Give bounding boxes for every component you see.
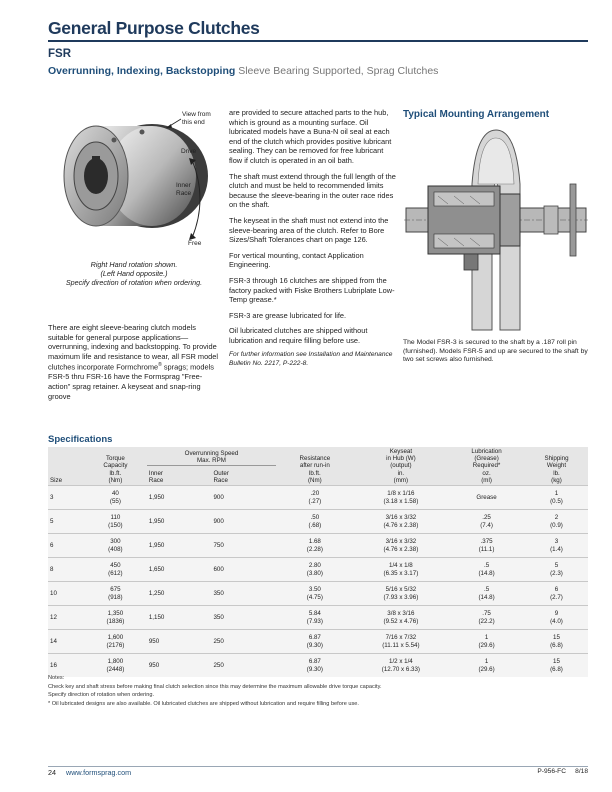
mounting-diagram	[404, 124, 588, 334]
table-cell: 3 (1.4)	[525, 534, 588, 558]
table-cell: 3.50 (4.75)	[276, 582, 354, 606]
table-cell: 750	[211, 534, 276, 558]
table-cell: 1 (0.5)	[525, 486, 588, 510]
table-cell: .5 (14.8)	[448, 558, 525, 582]
table-cell: 12	[48, 606, 84, 630]
view-arrow-icon	[164, 116, 182, 130]
view-label: View from this end	[182, 111, 211, 126]
table-cell: .5 (14.8)	[448, 582, 525, 606]
table-cell: 15 (6.8)	[525, 630, 588, 654]
table-cell: 6	[48, 534, 84, 558]
specifications-body	[48, 486, 588, 678]
rotation-arrow-icon	[186, 156, 212, 242]
col-header-outer-race: Outer Race	[211, 466, 276, 486]
table-cell: 14	[48, 630, 84, 654]
table-row	[48, 558, 588, 582]
body-paragraph-hub: are provided to secure attached parts to the hub, which is ground as a mounting surface. Oil lubricated models have a Buna-N oil seal at each end of the clutch which provides positive lubricant sealing. They can be removed for free lubricant flow if clutch is operated in an oil bath.	[229, 108, 392, 165]
table-cell: 1.68 (2.28)	[276, 534, 354, 558]
title-rule	[48, 40, 588, 42]
table-row	[48, 486, 588, 510]
table-cell: 5	[48, 510, 84, 534]
table-cell: 40 (55)	[84, 486, 147, 510]
table-cell: 10	[48, 582, 84, 606]
table-cell: 7/16 x 7/32 (11.11 x 5.54)	[354, 630, 449, 654]
table-cell: 5/16 x 5/32 (7.93 x 3.96)	[354, 582, 449, 606]
table-cell: 1/2 x 1/4 (12.70 x 6.33)	[354, 654, 449, 678]
table-cell: .75 (22.2)	[448, 606, 525, 630]
table-row	[48, 510, 588, 534]
table-header-row	[48, 447, 588, 466]
body-paragraph-vertical: For vertical mounting, contact Application Engineering.	[229, 250, 364, 270]
col-header-size: Size	[50, 476, 63, 484]
table-cell: 1,800 (2448)	[84, 654, 147, 678]
table-cell: 3	[48, 486, 84, 510]
drive-label: Drive	[181, 148, 197, 155]
body-paragraph-shipping: FSR-3 through 16 clutches are shipped from the factory packed with Fiske Brothers Lubriplate Low-Temp grease.*	[229, 275, 395, 305]
subtitle	[48, 65, 438, 77]
col-header-inner-race: Inner Race	[147, 466, 212, 486]
table-cell: .20 (.27)	[276, 486, 354, 510]
col-header-drag: Resistance after run-in lb.ft. (Nm)	[299, 455, 331, 484]
table-cell: 1,950	[147, 486, 212, 510]
table-cell: Grease	[448, 486, 525, 510]
table-cell: 6.87 (9.30)	[276, 654, 354, 678]
table-cell: .25 (7.4)	[448, 510, 525, 534]
col-header-lubrication: Lubrication (Grease) Required* oz. (ml)	[471, 448, 502, 484]
model-heading: FSR	[48, 48, 71, 60]
mounting-title: Typical Mounting Arrangement	[403, 109, 550, 120]
inner-race-label: Inner Race	[176, 182, 192, 197]
col-header-keyseat: Keyseat in Hub (W) (output) in. (mm)	[386, 448, 416, 484]
table-cell: 450 (612)	[84, 558, 147, 582]
table-cell: 350	[211, 582, 276, 606]
body-paragraph-bulletin: For further information see Installation and Maintenance Bulletin No. 2217, P-222-8.	[229, 351, 393, 368]
body-column	[229, 108, 397, 375]
free-label: Free	[188, 240, 202, 247]
table-cell: 350	[211, 606, 276, 630]
page-number: 24	[48, 768, 56, 777]
table-cell: 1,150	[147, 606, 212, 630]
table-cell: 250	[211, 630, 276, 654]
table-row	[48, 582, 588, 606]
notes: Notes: Check key and shaft stress before making final clutch selection since this may determine the maximum allowable drive torque capacity. Specify direction of rotation when ordering. * Oil lubricated designs are also available. Oil lubricated clutches are shipped without lubrication and require filling before use.	[48, 675, 382, 707]
table-cell: 1,650	[147, 558, 212, 582]
table-cell: 1,250	[147, 582, 212, 606]
table-cell: 1,600 (2176)	[84, 630, 147, 654]
table-cell: 2 (0.9)	[525, 510, 588, 534]
table-cell: 950	[147, 630, 212, 654]
col-header-weight: Shipping Weight lb. (kg)	[544, 455, 569, 484]
table-cell: 300 (408)	[84, 534, 147, 558]
footer-right	[537, 768, 588, 775]
table-cell: 1 (29.6)	[448, 654, 525, 678]
website-link[interactable]: www.formsprag.com	[66, 768, 132, 777]
footer-rule	[48, 766, 588, 767]
table-cell: 600	[211, 558, 276, 582]
table-cell: 8	[48, 558, 84, 582]
page-title: General Purpose Clutches	[48, 18, 260, 38]
table-cell: 6 (2.7)	[525, 582, 588, 606]
specifications-title: Specifications	[48, 434, 113, 445]
table-cell: 110 (150)	[84, 510, 147, 534]
doc-number: P-956-FC	[537, 768, 566, 775]
table-cell: 6.87 (9.30)	[276, 630, 354, 654]
body-paragraph-grease: FSR-3 are grease lubricated for life.	[229, 310, 347, 320]
table-cell: 3/16 x 3/32 (4.76 x 2.38)	[354, 510, 449, 534]
table-cell: 5 (2.3)	[525, 558, 588, 582]
mounting-caption: The Model FSR-3 is secured to the shaft by a .187 roll pin (furnished). Models FSR-5 and up are secured to the shaft by two set screws also furnished.	[403, 339, 588, 364]
table-cell: .375 (11.1)	[448, 534, 525, 558]
col-header-speed: Overrunning Speed Max. RPM	[184, 450, 239, 465]
body-paragraph-oil: Oil lubricated clutches are shipped without lubrication and require filling before use.	[229, 326, 368, 345]
table-cell: 9 (4.0)	[525, 606, 588, 630]
subtitle-bold: Overrunning, Indexing, Backstopping	[48, 65, 236, 77]
doc-date: 8/18	[575, 768, 588, 775]
specifications-table	[48, 447, 588, 677]
table-cell: 250	[211, 654, 276, 678]
table-row	[48, 630, 588, 654]
table-cell: 3/8 x 3/16 (9.52 x 4.76)	[354, 606, 449, 630]
table-cell: 1/4 x 1/8 (6.35 x 3.17)	[354, 558, 449, 582]
body-paragraph-keyseat: The keyseat in the shaft must not extend into the sleeve-bearing area of the clutch. Refer to Bore Sizes/Shaft Tolerances chart on page 126.	[229, 215, 389, 245]
table-cell: 1/8 x 1/16 (3.18 x 1.58)	[354, 486, 449, 510]
table-row	[48, 534, 588, 558]
intro-paragraph: There are eight sleeve-bearing clutch models suitable for general purpose applications—overrunning, indexing and backstopping. To provide maximum life and resistance to wear, all FSR model clutches incorporate Formchrome® sprags; models FSR-5 thru FSR-16 have the Formsprag "Free-action" sprag retainer. A keyseat and snap-ring groove	[48, 323, 219, 401]
table-row	[48, 606, 588, 630]
col-header-torque: Torque Capacity lb.ft. (Nm)	[103, 455, 128, 484]
table-cell: 1 (29.6)	[448, 630, 525, 654]
table-cell: 950	[147, 654, 212, 678]
table-cell: 900	[211, 510, 276, 534]
table-cell: 15 (6.8)	[525, 654, 588, 678]
table-cell: 1,350 (1836)	[84, 606, 147, 630]
footer-left	[48, 768, 131, 777]
table-cell: 3/16 x 3/32 (4.76 x 2.38)	[354, 534, 449, 558]
body-paragraph-shaft: The shaft must extend through the full length of the clutch and must be held to recommended limits because the sleeve-bearing in the outer race rides on the shaft.	[229, 171, 396, 210]
table-cell: 1,950	[147, 534, 212, 558]
table-cell: 2.80 (3.80)	[276, 558, 354, 582]
table-cell: 16	[48, 654, 84, 678]
table-cell: 5.84 (7.93)	[276, 606, 354, 630]
table-cell: 1,950	[147, 510, 212, 534]
table-cell: 900	[211, 486, 276, 510]
table-cell: .50 (.68)	[276, 510, 354, 534]
table-cell: 675 (918)	[84, 582, 147, 606]
photo-caption: Right Hand rotation shown. (Left Hand opposite.) Specify direction of rotation when ordering.	[65, 260, 203, 287]
intro-column	[48, 323, 220, 407]
subtitle-light: Sleeve Bearing Supported, Sprag Clutches	[238, 65, 439, 77]
